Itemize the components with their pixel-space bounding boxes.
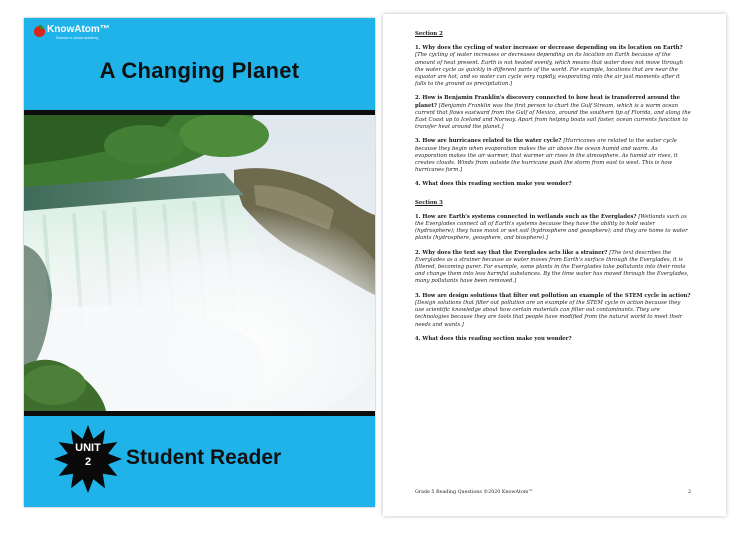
- page-footer: [415, 490, 691, 495]
- waterfall-photo: [24, 115, 375, 411]
- questions-page: [383, 14, 726, 516]
- unit-badge: [54, 441, 122, 469]
- unit-number: 2: [84, 456, 92, 468]
- footer-text: Grade 5 Reading Questions ©2020 KnowAtom™: [415, 490, 534, 495]
- cover-title: A Changing Planet: [99, 58, 300, 83]
- cover-band-bottom: [24, 411, 375, 416]
- question-item: [415, 214, 691, 243]
- question-item: [415, 336, 691, 343]
- question-text: 3. How are design solutions that filter out pollution an example of the STEM cycle in action?: [415, 292, 691, 299]
- section-heading: Section 3: [415, 199, 443, 206]
- question-item: [415, 45, 691, 88]
- answer-text: [Wetlands such as the Everglades connect all of Earth's systems because they have the ability to hold water (hydrosphere); they have moist or wet soil (hydrosphere and geosphere); and they are home to water plants (hydrosphere, geosphere, and biosphere).]: [415, 213, 688, 242]
- question-text: 4. What does this reading section make you wonder?: [415, 181, 572, 188]
- answer-text: [The text describes the Everglades as a strainer because as water moves from Earth's surface through the Everglades, it is filtered, becoming purer. For example, some plants in the Everglades take pollutants into their roots and change them into less harmful substances. By the time water has moved through the Everglades, many pollutants have been removed.]: [415, 249, 689, 285]
- question-item: [415, 95, 691, 131]
- question-text: 2. Why does the text say that the Everglades acts like a strainer?: [415, 249, 610, 256]
- answer-text: [Benjamin Franklin was the first person to chart the Gulf Stream, which is a warm ocean current that flows eastward from the Gulf of Mexico, around the southern tip of Florida, and along the East Coast up to Iceland and Norway. Apart from helping boats sail faster, ocean currents function to transfer heat around the planet.]: [415, 102, 691, 131]
- unit-label: UNIT: [75, 442, 101, 454]
- question-item: [415, 293, 691, 329]
- question-text: 1. How are Earth's systems connected in wetlands such as the Everglades?: [415, 213, 639, 220]
- questions-content: [415, 31, 691, 350]
- answer-text: [The cycling of water increases or decreases depending on its location on Earth because of the amount of heat present. Earth is not heated evenly, which means that water does not move through the water cycle as quickly in different parts of the world. For example, locations that are near the equator are hot, and so water can cycle very rapidly, evaporating into the air just moments after it falls to the ground as precipitation.]: [415, 52, 684, 88]
- question-text: 4. What does this reading section make you wonder?: [415, 335, 572, 342]
- question-text: 3. How are hurricanes related to the water cycle?: [415, 138, 564, 145]
- answer-text: [Design solutions that filter out pollution are an example of the STEM cycle in action because they use scientific knowledge about how certain materials can filter out contaminants. They are technologies because they are tools that people have modified from the natural world to meet their needs and wants.]: [415, 299, 683, 328]
- section-heading: Section 2: [415, 31, 443, 37]
- book-cover: [24, 18, 375, 507]
- question-item: [415, 138, 691, 174]
- student-reader-title: Student Reader: [126, 446, 282, 469]
- question-item: [415, 181, 691, 188]
- question-item: [415, 250, 691, 286]
- page-number: 2: [687, 490, 691, 495]
- question-text: 1. Why does the cycling of water increase or decrease depending on its location on Earth?: [415, 45, 683, 52]
- answer-text: [Hurricanes are related to the water cycle because they begin when evaporation makes the air above the ocean humid and warm. As evaporation makes the air warmer, that warmer air rises in the atmosphere. As humid air rises, it creates clouds. Winds from outside the hurricane push the storm from east to west. This is how hurricanes form.]: [415, 138, 678, 174]
- logo-text: KnowAtom™: [47, 24, 110, 35]
- logo-tagline: Science in school academy: [56, 36, 99, 40]
- apple-icon: [34, 26, 45, 37]
- question-text: 2. How is Benjamin Franklin's discovery connected to how heat is transferred around the planet?: [415, 95, 681, 109]
